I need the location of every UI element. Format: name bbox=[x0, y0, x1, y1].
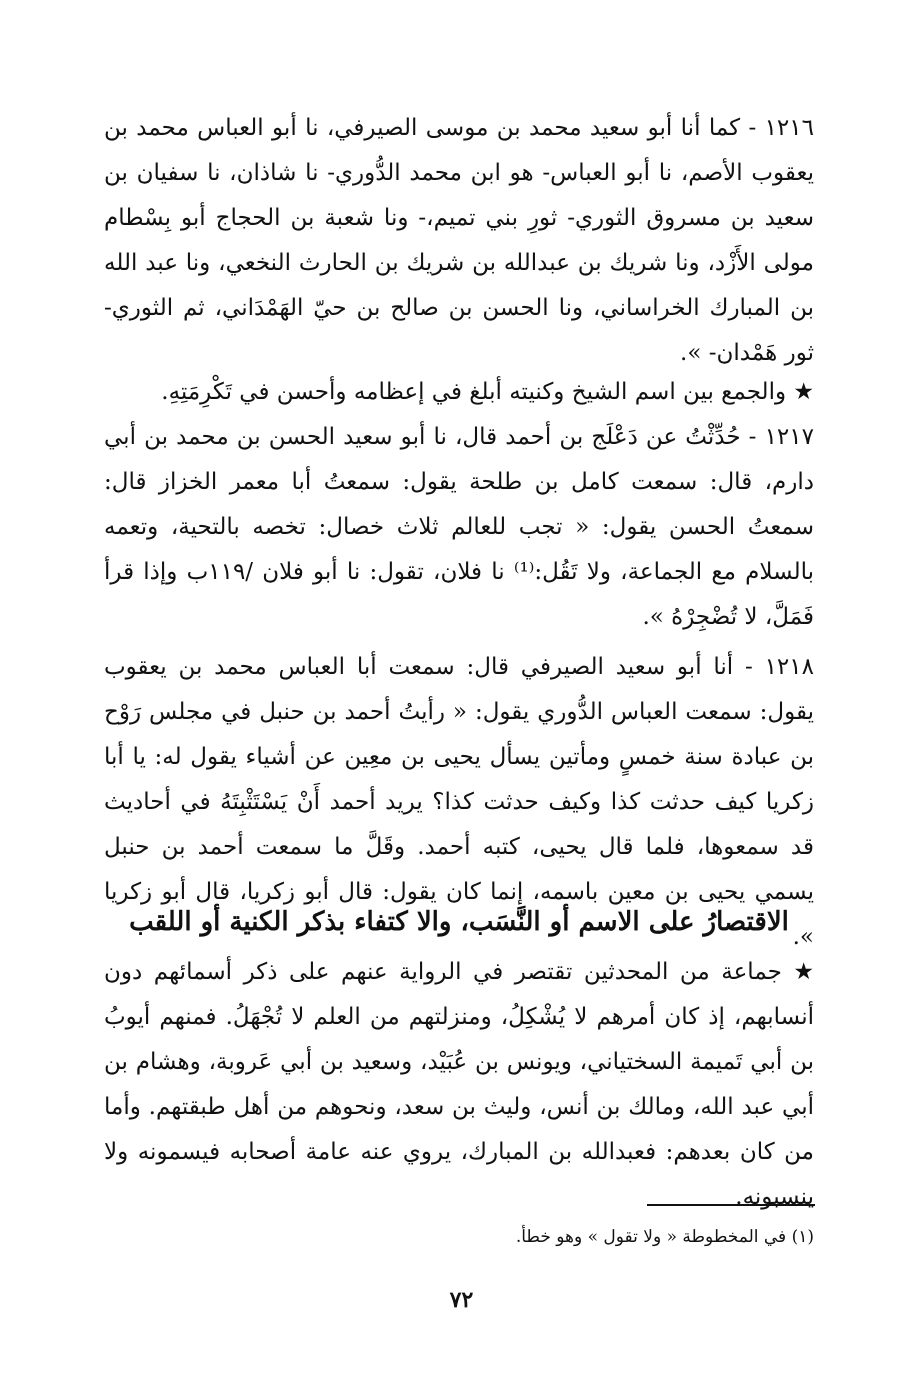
footnote-divider bbox=[647, 1204, 815, 1206]
section-heading: الاقتصارُ على الاسم أو النَّسَب، والا كتفاء بذكر الكنية أو اللقب bbox=[129, 907, 789, 937]
footnote: (١) في المخطوطة « ولا تقول » وهو خطأ. bbox=[515, 1227, 814, 1247]
page-number: ٧٢ bbox=[449, 1287, 474, 1313]
note-paragraph-kunya: ★ والجمع بين اسم الشيخ وكنيته أبلغ في إعظامه وأحسن في تَكْرِمَتِهِ. bbox=[161, 379, 814, 405]
paragraph-1218: ١٢١٨ - أنا أبو سعيد الصيرفي قال: سمعت أبا العباس محمد بن يعقوب يقول: سمعت العباس الدُّوري يقول: « رأيتُ أحمد بن حنبل في مجلس رَوْح بن عبادة سنة خمسٍ ومأتين يسأل يحيى بن معِين عن أشياء يقول له: يا أبا زكريا كيف حدثت كذا وكيف حدثت كذا؟ يريد أحمد أَنْ يَسْتَثْبِتَهُ في أحاديث قد سمعوها، فلما قال يحيى، كتبه أحمد. وقَلَّ ما سمعت أحمد بن حنبل يسمي يحيى بن معين باسمه، إنما كان يقول: قال أبو زكريا، قال أبو زكريا ». bbox=[104, 654, 814, 950]
paragraph-1217: ١٢١٧ - حُدِّثْتُ عن دَعْلَج بن أحمد قال، نا أبو سعيد الحسن بن محمد بن أبي دارم، قال: سمعت كامل بن طلحة يقول: سمعتُ أبا معمر الخزاز قال: سمعتُ الحسن يقول: « تجب للعالم ثلاث خصال: تخصه بالتحية، وتعمه بالسلام مع الجماعة، ولا تَقُل:⁽¹⁾ نا فلان، تقول: نا أبو فلان /١١٩ب وإذا قرأ فَمَلَّ، لا تُضْجِرْهُ ». bbox=[104, 424, 815, 630]
paragraph-1216: ١٢١٦ - كما أنا أبو سعيد محمد بن موسى الصيرفي، نا أبو العباس محمد بن يعقوب الأصم، نا أبو العباس- هو ابن محمد الدُّوري- نا شاذان، نا سفيان بن سعيد بن مسروق الثوري- ثورِ بني تميم،- ونا شعبة بن الحجاج أبو بِسْطام مولى الأَزْد، ونا شريك بن عبدالله بن شريك بن الحارث النخعي، ونا عبد الله بن المبارك الخراساني، ونا الحسن بن صالح بن حيّ الهَمْدَاني، ثم الثوري- ثور هَمْدان- ». bbox=[104, 115, 814, 366]
note-paragraph-names: ★ جماعة من المحدثين تقتصر في الرواية عنهم على ذكر أسمائهم دون أنسابهم، إذ كان أمرهم لا يُشْكِلُ، ومنزلتهم من العلم لا تُجْهَلُ. فمنهم أيوبُ بن أبي تَميمة السختياني، ويونس بن عُبَيْد، وسعيد بن أبي عَروبة، وهشام بن أبي عبد الله، ومالك بن أنس، وليث بن سعد، ونحوهم من أهل طبقتهم. وأما من كان بعدهم: فعبدالله بن المبارك، يروي عنه عامة أصحابه فيسمونه ولا ينسبونه. bbox=[104, 959, 814, 1210]
